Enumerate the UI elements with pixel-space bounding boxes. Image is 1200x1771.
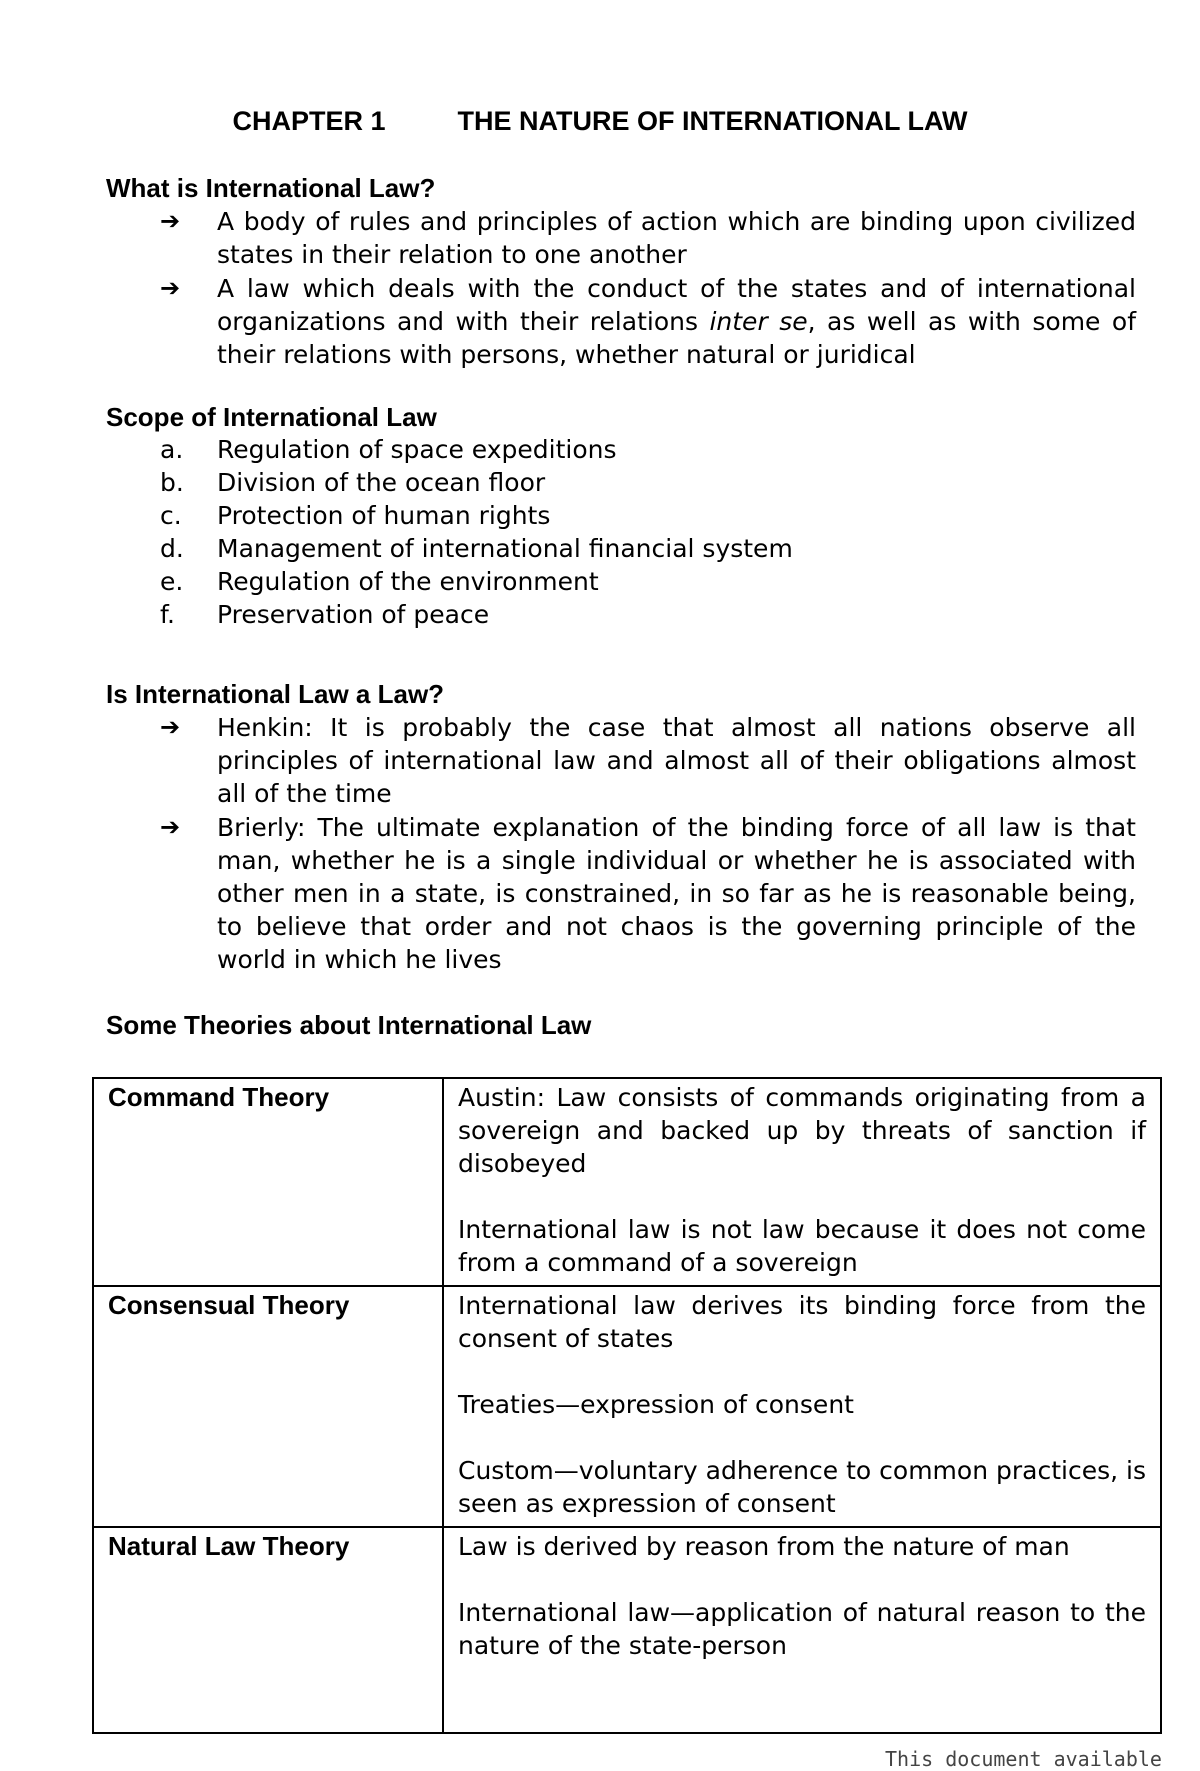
- list-marker: c.: [160, 501, 182, 530]
- theory-name: Natural Law Theory: [93, 1527, 443, 1733]
- list-marker: f.: [160, 600, 175, 629]
- list-item-text-part: , as well as with some of their relations with persons, whether natural or juridical: [217, 307, 1136, 369]
- list-item-text: Protection of human rights: [217, 501, 551, 530]
- is-law-list: [106, 711, 1136, 976]
- list-item: [106, 205, 1136, 271]
- list-item-text: Division of the ocean floor: [217, 468, 546, 497]
- list-item: [106, 433, 1136, 466]
- description-paragraph: International law derives its binding force from the consent of states: [458, 1291, 1146, 1353]
- list-item: [106, 532, 1136, 565]
- chapter-title: [0, 106, 1200, 137]
- what-is-list: [106, 205, 1136, 371]
- scope-list: [106, 433, 1136, 631]
- description-paragraph: Treaties—expression of consent: [458, 1390, 854, 1419]
- list-item-text: Henkin: It is probably the case that almost all nations observe all principles of international law and almost all of their obligations almost all of the time: [217, 713, 1136, 808]
- list-item-text: Regulation of space expeditions: [217, 435, 617, 464]
- theory-name: Consensual Theory: [93, 1286, 443, 1527]
- right-arrow-icon: ➔: [160, 813, 181, 841]
- description-paragraph: Austin: Law consists of commands originating from a sovereign and backed up by threats of sanction if disobeyed: [458, 1083, 1146, 1178]
- theory-description: [443, 1078, 1161, 1286]
- right-arrow-icon: ➔: [160, 274, 181, 302]
- list-marker: e.: [160, 567, 184, 596]
- chapter-number: CHAPTER 1: [232, 106, 386, 136]
- list-item-text: Brierly: The ultimate explanation of the binding force of all law is that man, whether he is a single individual or whether he is associated with other men in a state, is constrained, in so far as he is reasonable being, to believe that order and not chaos is the governing principle of the world in which he lives: [217, 813, 1136, 974]
- description-paragraph: Law is derived by reason from the nature of man: [458, 1532, 1070, 1561]
- description-paragraph: Custom—voluntary adherence to common practices, is seen as expression of consent: [458, 1456, 1146, 1518]
- list-item: [106, 598, 1136, 631]
- list-item: [106, 565, 1136, 598]
- list-item-text: Regulation of the environment: [217, 567, 599, 596]
- chapter-heading: THE NATURE OF INTERNATIONAL LAW: [457, 106, 968, 136]
- list-item-text-part: A law which deals with the conduct of the states and of international organizations and with their relations: [217, 274, 1136, 336]
- list-item: [106, 499, 1136, 532]
- description-paragraph: International law is not law because it does not come from a command of a sovereign: [458, 1215, 1146, 1277]
- list-item-text: Management of international financial system: [217, 534, 793, 563]
- right-arrow-icon: ➔: [160, 713, 181, 741]
- list-item: [106, 272, 1136, 371]
- list-item: [106, 811, 1136, 976]
- list-marker: b.: [160, 468, 184, 497]
- section-heading-is-law: Is International Law a Law?: [106, 679, 445, 709]
- footer-note: This document available: [885, 1747, 1162, 1771]
- right-arrow-icon: ➔: [160, 207, 181, 235]
- list-item-text: Preservation of peace: [217, 600, 490, 629]
- list-item: [106, 711, 1136, 810]
- list-item-text: A body of rules and principles of action which are binding upon civilized states in their relation to one another: [217, 207, 1136, 269]
- table-row: [93, 1286, 1161, 1527]
- list-marker: a.: [160, 435, 184, 464]
- theory-name: Command Theory: [93, 1078, 443, 1286]
- theories-table: [92, 1077, 1162, 1734]
- section-heading-theories: Some Theories about International Law: [106, 1010, 592, 1040]
- theory-description: [443, 1286, 1161, 1527]
- list-marker: d.: [160, 534, 184, 563]
- list-item: [106, 466, 1136, 499]
- table-row: [93, 1078, 1161, 1286]
- table-row: [93, 1527, 1161, 1733]
- section-heading-scope: Scope of International Law: [106, 402, 437, 432]
- section-heading-what-is: What is International Law?: [106, 173, 436, 203]
- description-paragraph: International law—application of natural reason to the nature of the state-person: [458, 1598, 1146, 1660]
- list-item-italic-term: inter se: [709, 307, 808, 336]
- theory-description: [443, 1527, 1161, 1733]
